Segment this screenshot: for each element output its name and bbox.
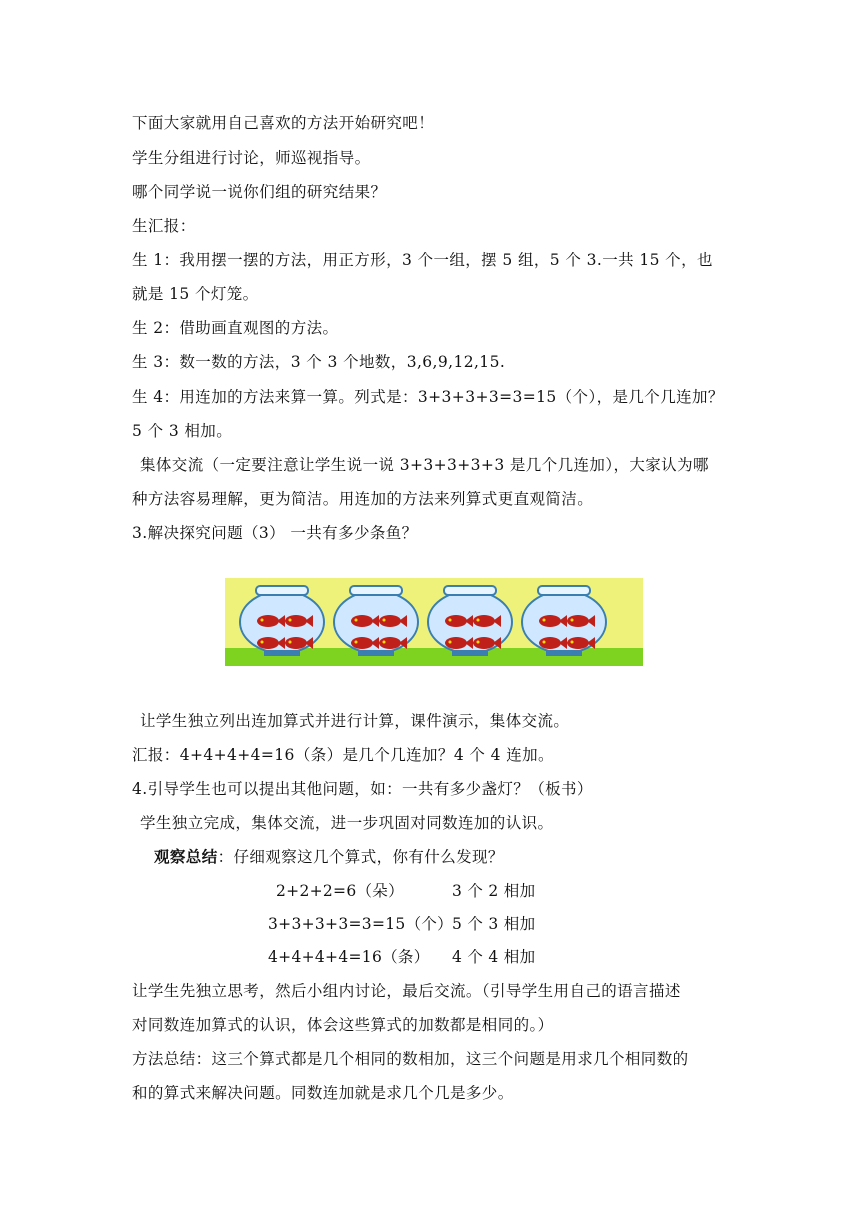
equation-expr: 3+3+3+3=3=15（个） <box>268 915 453 933</box>
fish-eye <box>383 641 386 644</box>
text-line: 和的算式来解决问题。同数连加就是求几个几是多少。 <box>132 1084 514 1102</box>
summary-line <box>154 845 504 867</box>
fish-eye <box>477 619 480 622</box>
text-line: 对同数连加算式的认识，体会这些算式的加数都是相同的。） <box>132 1016 554 1034</box>
fish-body <box>285 637 307 649</box>
equation-expr: 2+2+2=6（朵） <box>276 882 404 900</box>
fish-eye <box>449 619 452 622</box>
text-line: 生 2：借助画直观图的方法。 <box>132 319 339 337</box>
fish-eye <box>261 641 264 644</box>
fish-eye <box>571 641 574 644</box>
text-line: 生 3：数一数的方法，3 个 3 个地数，3,6,9,12,15. <box>132 353 506 371</box>
fish-eye <box>383 619 386 622</box>
equation-meaning: 3 个 2 相加 <box>452 882 536 900</box>
fish-body <box>473 615 495 627</box>
text-line: 下面大家就用自己喜欢的方法开始研究吧！ <box>132 114 435 132</box>
fish-body <box>567 615 589 627</box>
bowl-rim <box>444 586 496 595</box>
bowl-rim <box>350 586 402 595</box>
text-line: 汇报：4+4+4+4=16（条）是几个几连加？4 个 4 连加。 <box>132 746 554 764</box>
text-line: 3.解决探究问题（3） 一共有多少条鱼？ <box>132 524 418 542</box>
bowl-base <box>264 650 300 656</box>
text-line: 让学生独立列出连加算式并进行计算，课件演示，集体交流。 <box>140 712 570 730</box>
text-line: 哪个同学说一说你们组的研究结果？ <box>132 183 387 201</box>
fish-eye <box>543 619 546 622</box>
text-line: 方法总结：这三个算式都是几个相同的数相加，这三个问题是用求几个相同数的 <box>132 1050 689 1068</box>
bowl-rim <box>538 586 590 595</box>
fish-body <box>445 637 467 649</box>
summary-text: ：仔细观察这几个算式，你有什么发现？ <box>217 848 504 866</box>
bowl-rim <box>256 586 308 595</box>
fish-body <box>257 615 279 627</box>
fish-eye <box>477 641 480 644</box>
fish-body <box>285 615 307 627</box>
text-line: 4.引导学生也可以提出其他问题，如：一共有多少盏灯？（板书） <box>132 780 593 798</box>
text-line: 生汇报： <box>132 217 196 235</box>
fish-body <box>539 637 561 649</box>
fish-eye <box>289 619 292 622</box>
text-line: 生 1：我用摆一摆的方法，用正方形，3 个一组，摆 5 组，5 个 3.一共 15 个，也 <box>132 251 713 269</box>
text-line: 学生分组进行讨论，师巡视指导。 <box>132 149 371 167</box>
text-line: 学生独立完成，集体交流，进一步巩固对同数连加的认识。 <box>140 814 554 832</box>
fish-eye <box>571 619 574 622</box>
bowl-base <box>546 650 582 656</box>
fish-eye <box>449 641 452 644</box>
fish-eye <box>261 619 264 622</box>
fish-body <box>539 615 561 627</box>
text-line: 集体交流（一定要注意让学生说一说 3+3+3+3+3 是几个几连加），大家认为哪 <box>140 456 709 474</box>
equation-meaning: 5 个 3 相加 <box>452 915 536 933</box>
fish-body <box>257 637 279 649</box>
fish-body <box>379 637 401 649</box>
fish-eye <box>543 641 546 644</box>
text-line: 生 4：用连加的方法来算一算。列式是：3+3+3+3=3=15（个），是几个几连加？ <box>132 388 724 406</box>
text-line: 就是 15 个灯笼。 <box>132 285 259 303</box>
fish-body <box>351 615 373 627</box>
text-line: 5 个 3 相加。 <box>132 422 233 440</box>
fish-body <box>379 615 401 627</box>
fish-bowls-illustration <box>225 578 643 666</box>
fish-body <box>567 637 589 649</box>
text-line: 让学生先独立思考，然后小组内讨论，最后交流。（引导学生用自己的语言描述 <box>132 982 681 1000</box>
bowl-base <box>452 650 488 656</box>
summary-title: 观察总结 <box>154 847 218 866</box>
fish-eye <box>289 641 292 644</box>
fish-body <box>445 615 467 627</box>
fish-eye <box>355 619 358 622</box>
equation-expr: 4+4+4+4=16（条） <box>268 948 430 966</box>
fish-body <box>351 637 373 649</box>
equation-meaning: 4 个 4 相加 <box>452 948 536 966</box>
fish-eye <box>355 641 358 644</box>
bowl-base <box>358 650 394 656</box>
text-line: 种方法容易理解，更为简洁。用连加的方法来列算式更直观简洁。 <box>132 490 594 508</box>
fish-body <box>473 637 495 649</box>
